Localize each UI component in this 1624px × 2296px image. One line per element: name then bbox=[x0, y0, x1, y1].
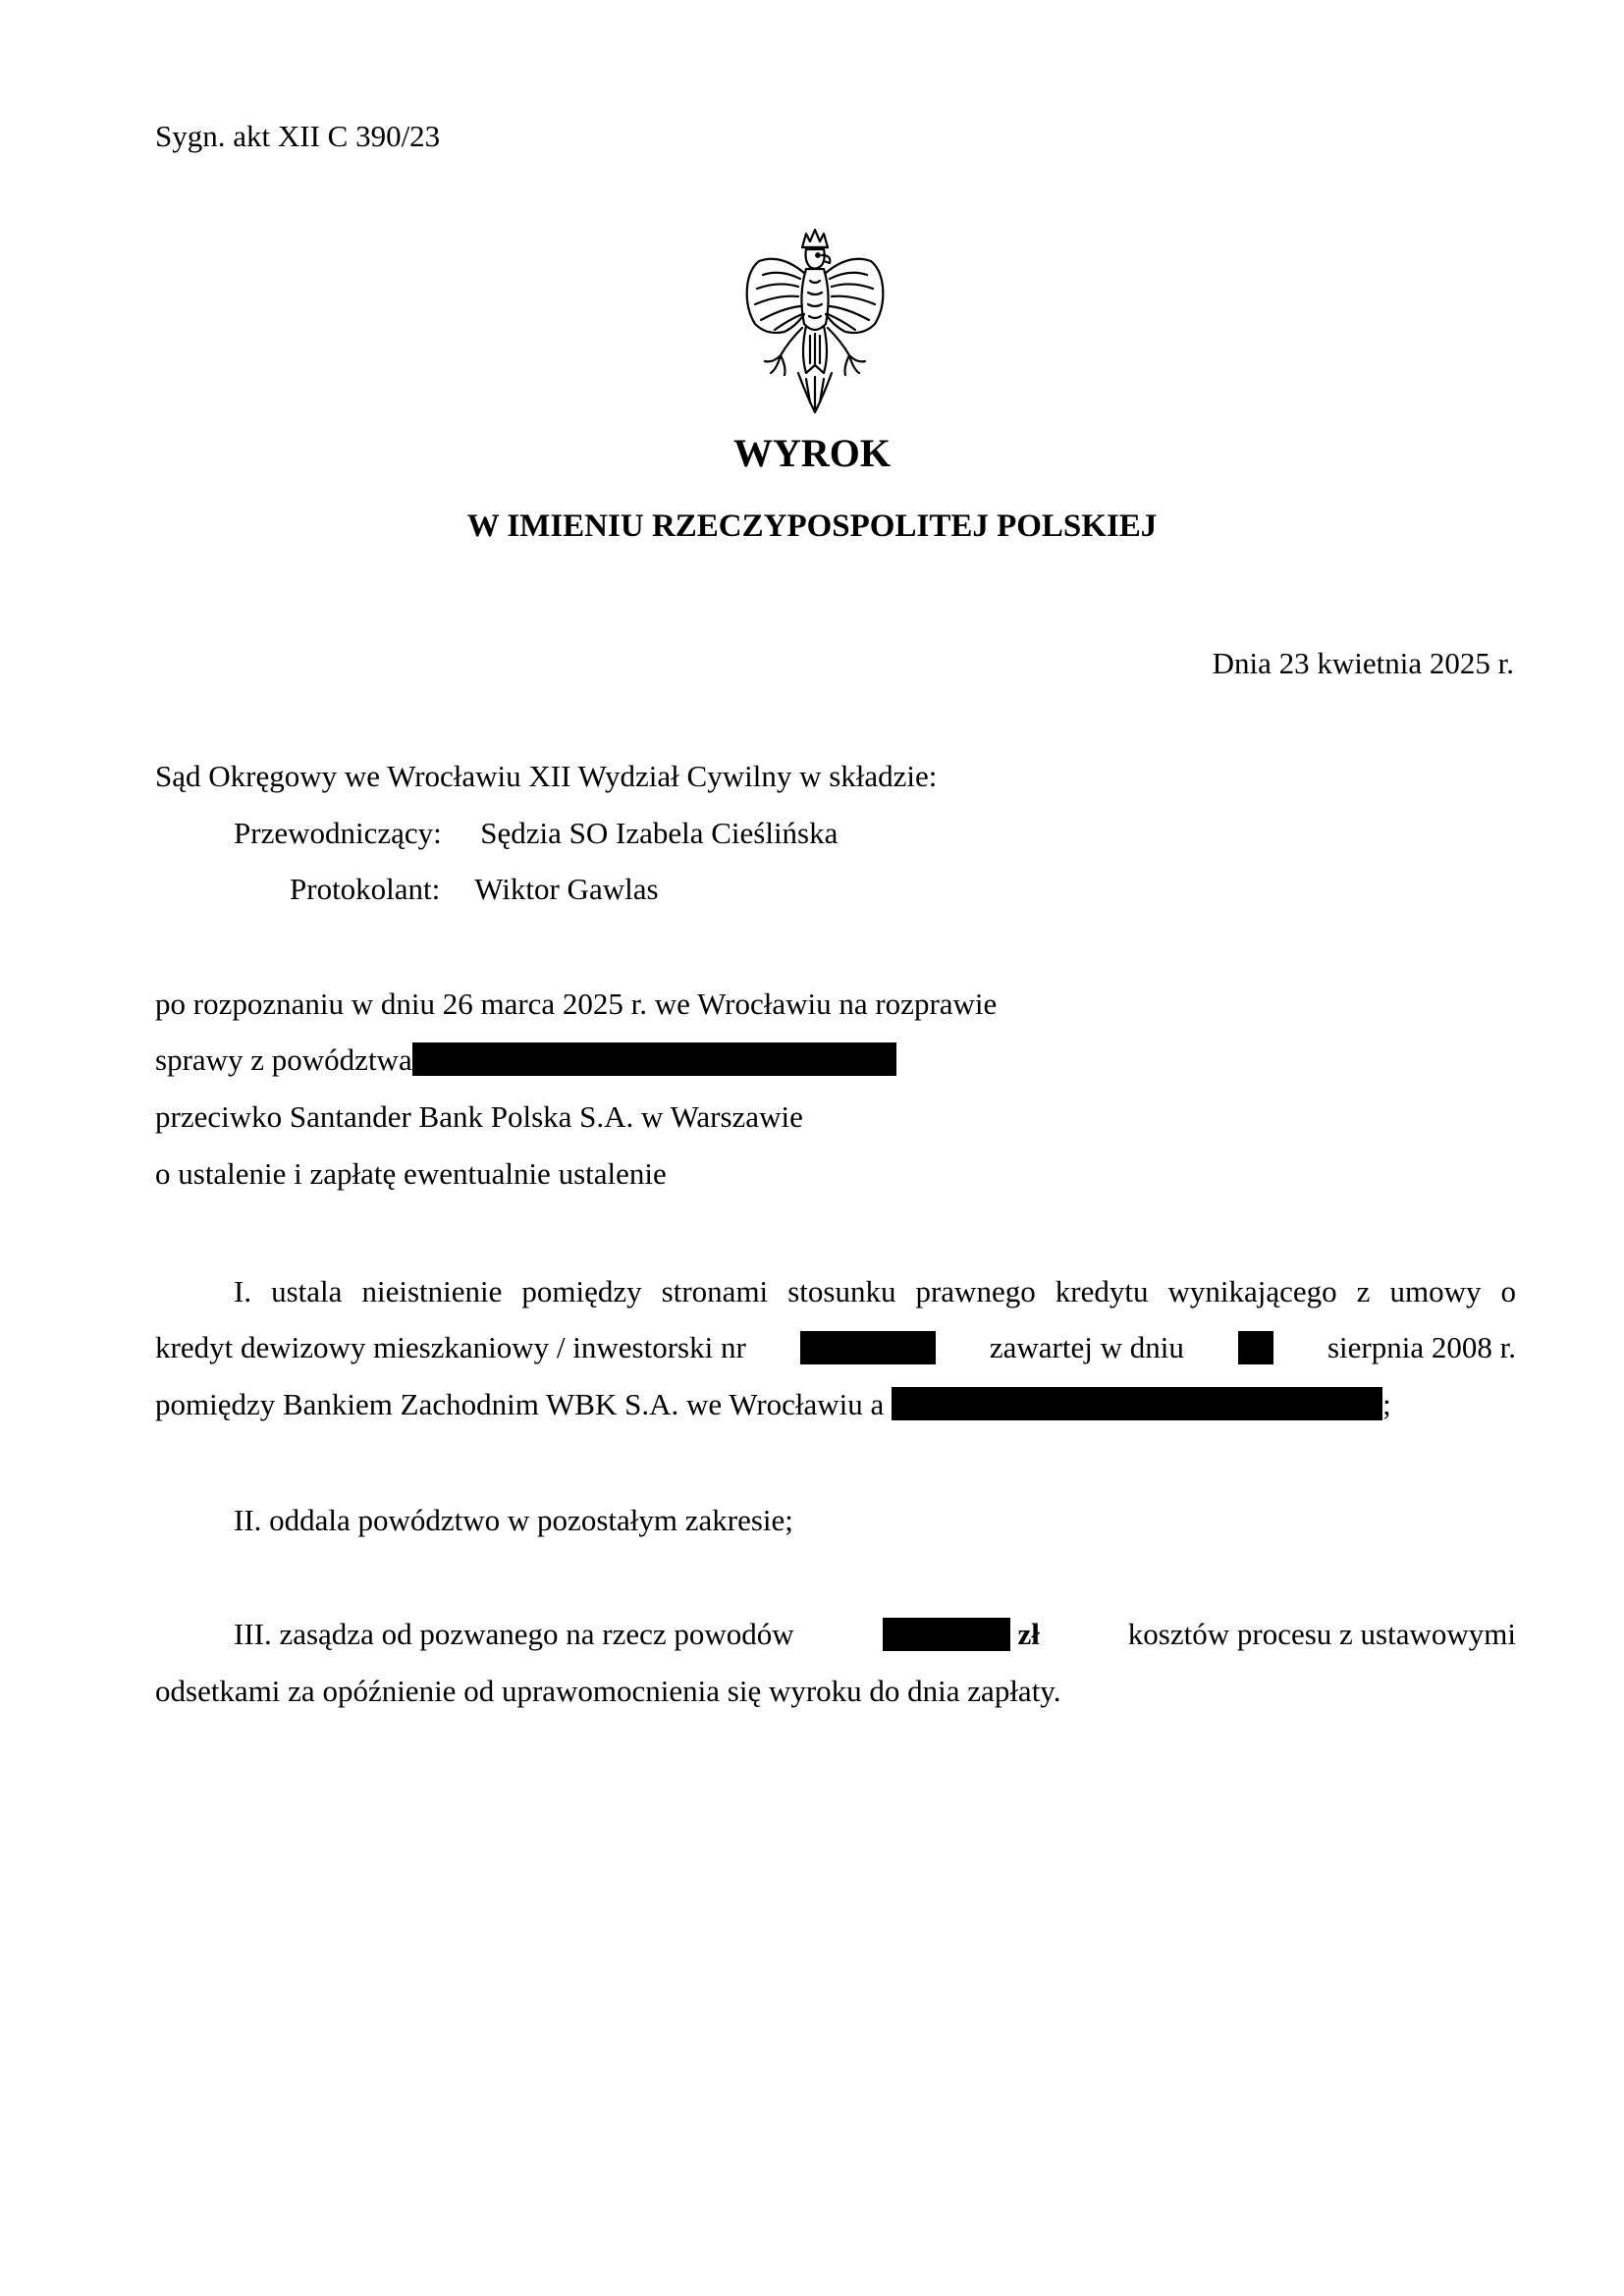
document-subtitle: W IMIENIU RZECZYPOSPOLITEJ POLSKIEJ bbox=[466, 508, 1158, 544]
redacted-amount bbox=[883, 1618, 1010, 1651]
clerk-row bbox=[290, 871, 659, 908]
ruling-1-month-year: sierpnia 2008 r. bbox=[1326, 1330, 1516, 1364]
clerk-label: Protokolant: bbox=[290, 872, 441, 906]
ruling-1-contract-type: kredyt dewizowy mieszkaniowy / inwestorski nr bbox=[155, 1330, 746, 1364]
chair-row bbox=[234, 815, 838, 852]
redacted-day bbox=[1238, 1331, 1273, 1364]
ruling-1-line-2 bbox=[155, 1329, 1516, 1366]
case-number: Sygn. akt XII C 390/23 bbox=[155, 119, 441, 153]
hearing-line-3: przeciwko Santander Bank Polska S.A. w Warszawie bbox=[155, 1099, 803, 1134]
plaintiff-label: sprawy z powództwa bbox=[155, 1042, 412, 1077]
ruling-3-award: III. zasądza od pozwanego na rzecz powodów bbox=[234, 1617, 794, 1651]
chair-name: Sędzia SO Izabela Cieślińska bbox=[480, 816, 839, 850]
hearing-line-2 bbox=[155, 1041, 896, 1079]
currency-label: zł bbox=[1017, 1617, 1040, 1651]
hearing-line-1: po rozpoznaniu w dniu 26 marca 2025 r. we Wrocławiu na rozprawie bbox=[155, 987, 998, 1021]
ruling-1-bank-party: pomiędzy Bankiem Zachodnim WBK S.A. we Wrocławiu a bbox=[155, 1387, 885, 1421]
ruling-1-end: ; bbox=[1382, 1387, 1391, 1421]
court-composition: Sąd Okręgowy we Wrocławiu XII Wydział Cywilny w składzie: bbox=[155, 759, 938, 793]
redacted-contract-number bbox=[800, 1331, 936, 1364]
chair-label: Przewodniczący: bbox=[234, 816, 442, 850]
ruling-3-line-2: odsetkami za opóźnienie od uprawomocnienia się wyroku do dnia zapłaty. bbox=[155, 1674, 1061, 1708]
ruling-3-costs: kosztów procesu z ustawowymi bbox=[1127, 1617, 1516, 1651]
ruling-2: II. oddala powództwo w pozostałym zakresie; bbox=[234, 1503, 793, 1537]
redacted-borrower bbox=[892, 1387, 1382, 1420]
clerk-name: Wiktor Gawlas bbox=[474, 872, 659, 906]
ruling-3-amount bbox=[883, 1616, 1040, 1653]
document-title: WYROK bbox=[733, 431, 891, 475]
hearing-line-4: o ustalenie i zapłatę ewentualnie ustalenie bbox=[155, 1156, 667, 1191]
ruling-1-line-3 bbox=[155, 1386, 1391, 1423]
judgment-date: Dnia 23 kwietnia 2025 r. bbox=[1212, 646, 1514, 680]
polish-eagle-emblem-icon bbox=[741, 226, 889, 417]
ruling-3-line-1 bbox=[234, 1616, 1516, 1653]
ruling-1-concluded-on: zawartej w dniu bbox=[989, 1330, 1184, 1364]
redacted-plaintiff bbox=[412, 1042, 896, 1076]
ruling-1-line-1: I. ustala nieistnienie pomiędzy stronami stosunku prawnego kredytu wynikającego z umowy o bbox=[234, 1274, 1516, 1308]
